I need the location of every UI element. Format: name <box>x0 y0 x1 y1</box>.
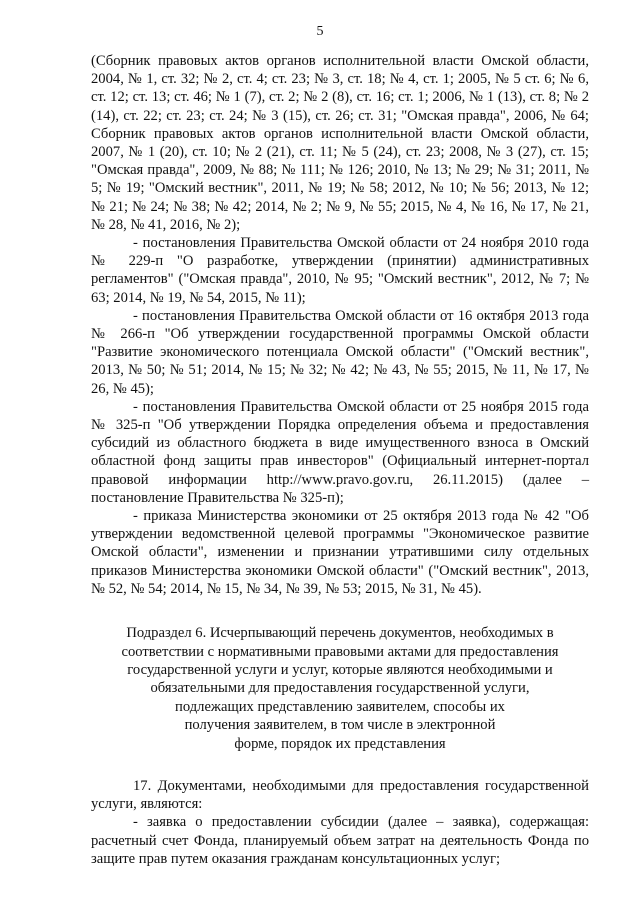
legal-references-paragraph: (Сборник правовых актов органов исполнительной власти Омской области, 2004, № 1, ст. 32; № 2, ст. 4; ст. 23; № 3, ст. 18; № 4, ст. 1; 2005, № 5 ст. 6; № 6, ст. 12; ст. 13; ст. 46; № 1 (7), ст. 2; № 2 (8), ст. 16; ст. 1; 2006, № 1 (13), ст. 8; № 2 (14), ст. 22; ст. 23; ст. 24; № 3 (15), ст. 26; ст. 31; "Омская правда", 2006, № 64; Сборник правовых актов органов исполнительной власти Омской области, 2007, № 1 (20), ст. 10; № 2 (21), ст. 11; № 5 (24), ст. 23; 2008, № 3 (27), ст. 15; "Омская правда", 2009, № 88; № 111; № 126; 2010, № 13; № 29; № 31; 2011, № 5; № 19; "Омский вестник", 2011, № 19; № 58; 2012, № 10; № 56; 2013, № 12; № 21; № 24; № 38; № 42; 2014, № 2; № 9, № 55; 2015, № 4, № 16, № 17, № 21, № 28, № 41, 2016, № 2); <box>91 53 589 233</box>
clause-17-paragraph: 17. Документами, необходимыми для предоставления государственной услуги, являются: <box>91 777 589 813</box>
document-body <box>91 52 589 868</box>
application-item: - заявка о предоставлении субсидии (далее – заявка), содержащая: расчетный счет Фонда, планируемый объем затрат на деятельность Фонда по защите прав путем оказания гражданам консультационных услуг; <box>91 814 589 867</box>
heading-line: обязательными для предоставления государственной услуги, <box>150 680 530 697</box>
subsection-heading <box>105 624 575 753</box>
heading-line: Подраздел 6. Исчерпывающий перечень документов, необходимых в <box>126 625 554 642</box>
heading-line: получения заявителем, в том числе в электронной <box>184 717 496 734</box>
reference-item: - постановления Правительства Омской области от 16 октября 2013 года № 266-п "Об утверждении государственной программы Омской области "Развитие экономического потенциала Омской области" ("Омский вестник", 2013, № 50; № 51; 2014, № 15; № 32; № 42; № 43, № 55; 2015, № 11, № 17, № 26, № 45); <box>91 307 589 397</box>
page-number: 5 <box>316 24 324 39</box>
reference-item: - постановления Правительства Омской области от 25 ноября 2015 года № 325-п "Об утверждении Порядка определения объема и предоставления субсидий из областного бюджета в виде имущественного взноса в Омский областной фонд защиты прав инвесторов" (Официальный интернет-портал правовой информации http://www.pravo.gov.ru, 26.11.2015) (далее – постановление Правительства № 325-п); <box>91 398 589 506</box>
reference-item: - постановления Правительства Омской области от 24 ноября 2010 года № 229-п "О разработке, утверждении (принятии) административных регламентов" ("Омская правда", 2010, № 95; "Омский вестник", 2012, № 7; № 63; 2014, № 19, № 54, 2015, № 11); <box>91 235 589 306</box>
heading-line: подлежащих представлению заявителем, способы их <box>175 698 505 715</box>
heading-line: форме, порядок их представления <box>234 735 446 752</box>
heading-line: государственной услуги и услуг, которые являются необходимыми и <box>127 661 553 678</box>
reference-item: - приказа Министерства экономики от 25 октября 2013 года № 42 "Об утверждении ведомственной целевой программы "Экономическое развитие Омской области", изменении и признании утратившими силу отдельных приказов Министерства экономики Омской области" ("Омский вестник", 2013, № 52, № 54; 2014, № 15, № 34, № 39, № 53; 2015, № 31, № 45). <box>91 508 589 597</box>
heading-line: соответствии с нормативными правовыми актами для предоставления <box>121 643 559 660</box>
